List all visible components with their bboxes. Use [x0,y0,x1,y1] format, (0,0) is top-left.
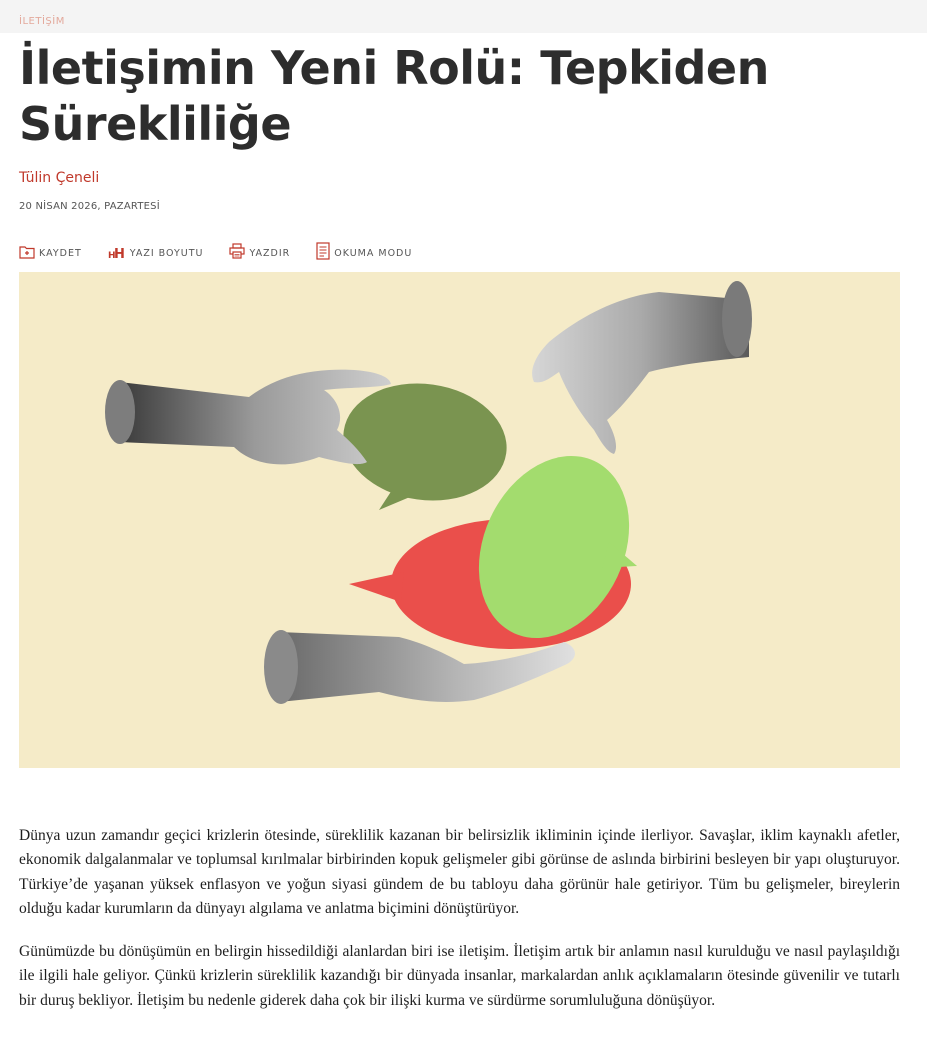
svg-text:H: H [107,250,116,259]
article-title: İletişimin Yeni Rolü: Tepkiden Sürekliliğe [19,41,769,151]
font-size-label: YAZI BOYUTU [129,247,204,259]
left-hand [105,370,391,465]
folder-plus-icon [19,244,35,263]
author-link[interactable]: Tülin Çeneli [19,170,100,186]
publish-date: 20 NİSAN 2026, PAZARTESİ [19,201,160,212]
svg-text:H: H [113,246,125,259]
dark-green-speech-bubble [336,373,515,511]
hero-illustration [19,272,900,768]
font-size-button[interactable] [108,244,204,263]
save-button[interactable] [19,244,82,263]
font-size-icon [108,244,126,263]
article-toolbar [19,243,412,263]
right-hand [532,281,752,454]
reading-mode-label: OKUMA MODU [334,247,413,259]
reading-mode-button[interactable] [316,242,412,264]
section-label[interactable]: İLETİŞİM [19,16,65,27]
printer-icon [229,243,245,263]
save-label: KAYDET [39,247,82,259]
document-icon [316,242,330,264]
top-bar [0,0,927,33]
print-button[interactable] [229,243,290,263]
print-label: YAZDIR [249,247,291,259]
paragraph: Dünya uzun zamandır geçici krizlerin ötesinde, süreklilik kazanan bir belirsizlik ikliminin içinde ilerliyor. Savaşlar, iklim kaynaklı afetler, ekonomik dalgalanmalar ve toplumsal kırılmalar birbirinden kopuk gelişmeler gibi görünse de aslında birbirini besleyen bir yapı oluşturuyor. Türkiye’de yaşanan yüksek enflasyon ve yoğun siyasi gündem de bu tabloyu daha görünür hale getiriyor. Tüm bu gelişmeler, bireylerin olduğu kadar kurumların da dünyayı algılama ve anlatma biçimini dönüştürüyor. [19,827,900,917]
paragraph: Günümüzde bu dönüşümün en belirgin hissedildiği alanlardan biri ise iletişim. İletişim artık bir anlamın nasıl kurulduğu ve nasıl paylaşıldığı ile ilgili hale geliyor. Çünkü krizlerin süreklilik kazandığı bir dünyada insanlar, markalardan anlık açıklamaların ötesinde güvenilir ve tutarlı bir duruş bekliyor. İletişim bu nedenle giderek daha çok bir ilişki kurma ve sürdürme sorumluluğuna dönüşüyor. [19,943,900,1009]
article-body [19,824,900,1032]
hands-speech-bubbles-illustration [19,272,900,768]
